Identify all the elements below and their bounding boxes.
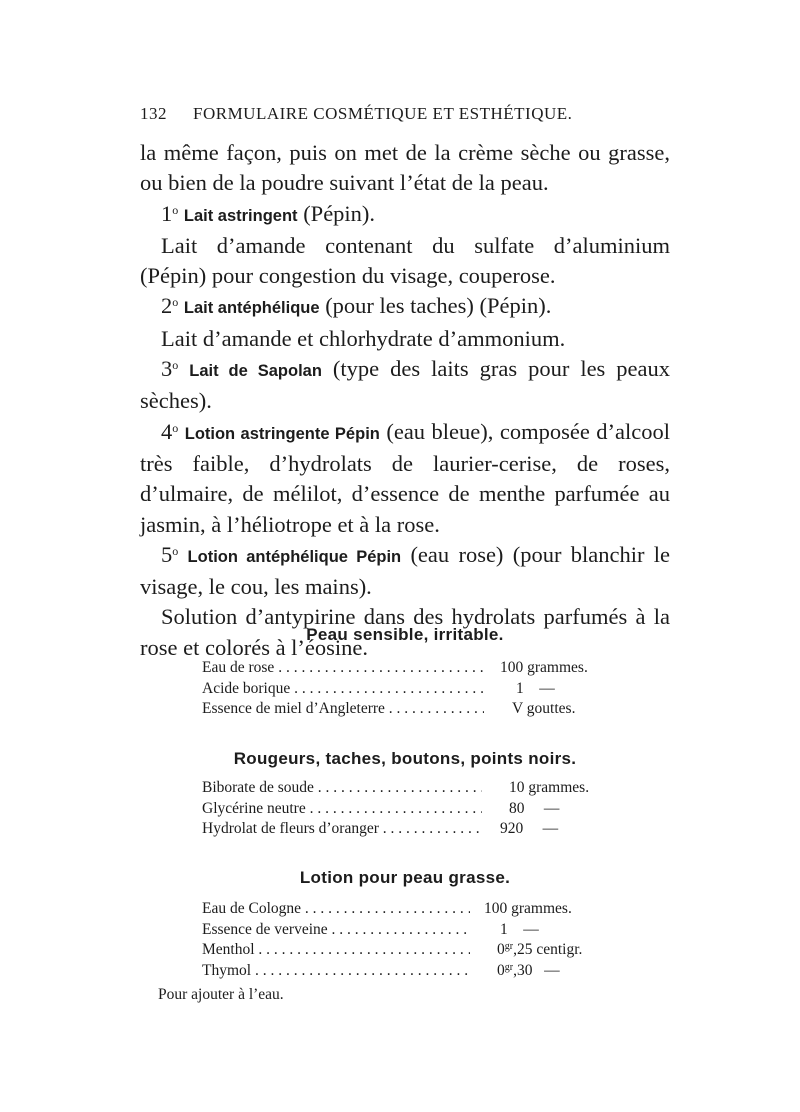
ingredient-quantity: 10 grammes. (509, 779, 590, 796)
unit-superscript: gr (504, 941, 514, 952)
ingredient-quantity: 80 — (509, 799, 560, 817)
ingredient-row (0, 941, 800, 962)
recipe-ingredients (0, 659, 800, 721)
product-name: Lait de Sapolan (189, 362, 322, 381)
recipe-title: Peau sensible, irritable. (306, 625, 504, 644)
recipe-title: Rougeurs, taches, boutons, points noirs. (233, 749, 577, 768)
ingredient-name: Thymol . . . (202, 962, 470, 980)
unit-superscript: gr (504, 961, 514, 973)
ingredient-name: Hydrolat de fleurs d’oranger . . . (202, 820, 482, 838)
ingredient-quantity: 920 — (500, 820, 559, 837)
ingredient-quantity: 1 — (500, 920, 539, 938)
paragraph (140, 354, 670, 417)
paragraph (140, 417, 670, 540)
item-number: 3 (161, 356, 173, 382)
quantity-value: 0 (497, 941, 505, 958)
recipe-ingredients (0, 779, 800, 841)
paragraph (140, 291, 670, 323)
ingredient-row (0, 680, 800, 701)
running-title: FORMULAIRE COSMÉTIQUE ET ESTHÉTIQUE. (193, 104, 573, 123)
running-header (140, 104, 580, 124)
item-number: 4 (161, 418, 173, 444)
product-name: Lotion antéphélique Pépin (187, 547, 402, 566)
paragraph: la même façon, puis on met de la crème sèche ou grasse, ou bien de la poudre suivant l’état de la peau. (140, 140, 670, 196)
ingredient-row (0, 800, 800, 821)
ingredient-row (0, 900, 800, 921)
ingredient-quantity: 100 grammes. (500, 659, 588, 676)
paragraph: Solution d’antypirine dans des hydrolats parfumés à la rose et colorés à l’éosine. (140, 604, 670, 660)
ordinal-mark: o (172, 202, 179, 217)
paragraph: Lait d’amande et chlorhydrate d’ammonium. (161, 325, 566, 351)
ordinal-mark: o (172, 358, 179, 373)
ingredient-quantity (497, 962, 560, 980)
quantity-value: 0 (497, 961, 505, 979)
product-name: Lait antéphélique (183, 299, 320, 318)
ingredient-name: Essence de verveine . . . (202, 921, 470, 939)
ingredient-quantity: 1 — (516, 679, 555, 697)
page-number: 132 (140, 104, 167, 123)
paragraph-text: (type des laits gras pour les peaux sèches). (140, 356, 671, 414)
paragraph (140, 540, 670, 603)
ingredient-row (0, 921, 800, 942)
product-name: Lotion astringente Pépin (184, 424, 380, 443)
item-number: 5 (161, 541, 173, 567)
ingredient-name: Eau de rose . . . (202, 659, 484, 677)
paragraph-text: (pour les taches) (Pépin). (325, 293, 552, 319)
ingredient-quantity: 100 grammes. (484, 900, 572, 917)
ingredient-name: Eau de Cologne . . . (202, 900, 470, 918)
ordinal-mark: o (172, 420, 179, 435)
usage-note: Pour ajouter à l’eau. (158, 986, 284, 1003)
ingredient-name: Acide borique . . . (202, 680, 484, 698)
ingredient-name: Menthol . . . (202, 941, 470, 959)
ingredient-quantity: V gouttes. (512, 700, 576, 717)
paragraph-text: (eau rose) (pour blanchir le visage, le cou, les mains). (140, 541, 671, 600)
ingredient-row (0, 820, 800, 841)
ingredient-quantity (497, 941, 582, 959)
quantity-rest: ,30 — (513, 961, 560, 979)
ingredient-row (0, 962, 800, 983)
paragraph: Lait d’amande contenant du sulfate d’aluminium (Pépin) pour congestion du visage, couperose. (140, 232, 670, 289)
item-number: 2 (161, 293, 173, 319)
recipe-title: Lotion pour peau grasse. (299, 868, 511, 887)
ingredient-row (0, 700, 800, 721)
product-name: Lait astringent (183, 206, 298, 225)
ingredient-row (0, 779, 800, 800)
ordinal-mark: o (172, 543, 179, 558)
body-text (140, 138, 670, 663)
ingredient-row (0, 659, 800, 680)
recipe-ingredients (0, 900, 800, 982)
paragraph (140, 199, 670, 231)
quantity-rest: ,25 centigr. (513, 941, 583, 958)
paragraph-text: (eau bleue), composée d’alcool très faible, d’hydrolats de laurier-cerise, de roses, d’ulmaire, de mélilot, d’essence de menthe parfumée au jasmin, à l’héliotrope et à la rose. (140, 418, 671, 537)
ingredient-name: Biborate de soude . . . (202, 779, 482, 797)
ingredient-name: Essence de miel d’Angleterre . . . (202, 700, 484, 718)
item-number: 1 (161, 200, 173, 226)
ordinal-mark: o (172, 295, 179, 310)
ingredient-name: Glycérine neutre . . . (202, 800, 482, 818)
paragraph-text: (Pépin). (303, 200, 376, 226)
